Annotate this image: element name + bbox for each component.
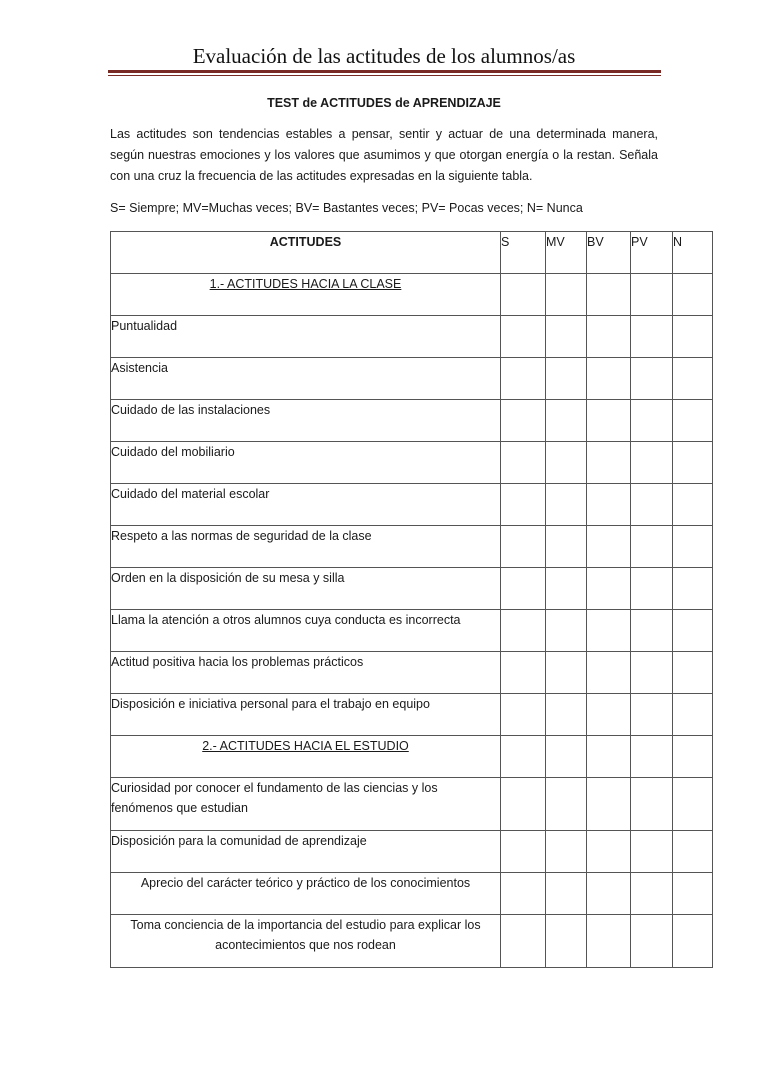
checkbox-cell-bv-rows2-1[interactable]	[587, 831, 631, 873]
checkbox-cell-bv-rows1-6[interactable]	[587, 568, 631, 610]
checkbox-cell-s-rows1-8[interactable]	[501, 652, 546, 694]
checkbox-cell-mv-rows1-3[interactable]	[546, 442, 587, 484]
checkbox-cell-s-rows1-2[interactable]	[501, 400, 546, 442]
checkbox-cell-mv-rows1-4[interactable]	[546, 484, 587, 526]
checkbox-cell-n-rows1-7[interactable]	[673, 610, 713, 652]
checkbox-cell-bv-rows1-1[interactable]	[587, 358, 631, 400]
column-header-mv: MV	[546, 232, 587, 274]
table-row	[111, 526, 713, 568]
checkbox-cell-pv-rows1-8[interactable]	[631, 652, 673, 694]
column-header-n: N	[673, 232, 713, 274]
attitude-label: Orden en la disposición de su mesa y silla	[111, 568, 501, 610]
checkbox-cell-bv-rows1-2[interactable]	[587, 400, 631, 442]
checkbox-cell-pv-rows1-6[interactable]	[631, 568, 673, 610]
column-header-s: S	[501, 232, 546, 274]
checkbox-cell-mv-rows1-2[interactable]	[546, 400, 587, 442]
checkbox-cell-pv-section-clase[interactable]	[631, 274, 673, 316]
checkbox-cell-pv-rows1-4[interactable]	[631, 484, 673, 526]
checkbox-cell-bv-rows2-3[interactable]	[587, 915, 631, 968]
checkbox-cell-n-rows1-9[interactable]	[673, 694, 713, 736]
checkbox-cell-pv-rows1-1[interactable]	[631, 358, 673, 400]
checkbox-cell-s-rows1-9[interactable]	[501, 694, 546, 736]
checkbox-cell-s-rows2-2[interactable]	[501, 873, 546, 915]
frequency-legend: S= Siempre; MV=Muchas veces; BV= Bastantes veces; PV= Pocas veces; N= Nunca	[110, 201, 583, 215]
checkbox-cell-s-rows1-5[interactable]	[501, 526, 546, 568]
checkbox-cell-mv-rows1-9[interactable]	[546, 694, 587, 736]
checkbox-cell-pv-section-estudio[interactable]	[631, 736, 673, 778]
checkbox-cell-s-section-estudio[interactable]	[501, 736, 546, 778]
checkbox-cell-pv-rows1-9[interactable]	[631, 694, 673, 736]
checkbox-cell-n-rows1-5[interactable]	[673, 526, 713, 568]
attitude-label: Cuidado del mobiliario	[111, 442, 501, 484]
table-row	[111, 831, 713, 873]
checkbox-cell-mv-rows1-1[interactable]	[546, 358, 587, 400]
intro-paragraph: Las actitudes son tendencias estables a pensar, sentir y actuar de una determinada manera, según nuestras emociones y los valores que asumimos y que otorgan energía o la restan. Señala con una cruz la frecuencia de las actitudes expresadas en la siguiente tabla.	[110, 127, 658, 183]
column-header-actitudes: ACTITUDES	[111, 232, 501, 274]
document-title: TEST de ACTITUDES de APRENDIZAJE	[267, 96, 501, 110]
checkbox-cell-s-section-clase[interactable]	[501, 274, 546, 316]
checkbox-cell-mv-rows2-0[interactable]	[546, 778, 587, 831]
section-clase-label: 1.- ACTITUDES HACIA LA CLASE	[209, 277, 402, 291]
checkbox-cell-n-rows1-2[interactable]	[673, 400, 713, 442]
attitude-label: Puntualidad	[111, 316, 501, 358]
attitude-label: Disposición para la comunidad de aprendizaje	[111, 831, 501, 873]
table-row	[111, 568, 713, 610]
checkbox-cell-pv-rows1-3[interactable]	[631, 442, 673, 484]
table-row	[111, 316, 713, 358]
checkbox-cell-n-rows1-8[interactable]	[673, 652, 713, 694]
checkbox-cell-n-rows2-1[interactable]	[673, 831, 713, 873]
checkbox-cell-pv-rows2-0[interactable]	[631, 778, 673, 831]
checkbox-cell-bv-rows1-8[interactable]	[587, 652, 631, 694]
attitude-label: Actitud positiva hacia los problemas prácticos	[111, 652, 501, 694]
checkbox-cell-mv-rows1-7[interactable]	[546, 610, 587, 652]
checkbox-cell-bv-rows1-9[interactable]	[587, 694, 631, 736]
attitudes-table	[110, 231, 713, 968]
checkbox-cell-mv-section-estudio[interactable]	[546, 736, 587, 778]
checkbox-cell-bv-section-estudio[interactable]	[587, 736, 631, 778]
checkbox-cell-pv-rows2-1[interactable]	[631, 831, 673, 873]
checkbox-cell-mv-rows1-0[interactable]	[546, 316, 587, 358]
column-header-bv: BV	[587, 232, 631, 274]
checkbox-cell-n-rows1-4[interactable]	[673, 484, 713, 526]
column-header-pv: PV	[631, 232, 673, 274]
table-row	[111, 358, 713, 400]
checkbox-cell-s-rows2-1[interactable]	[501, 831, 546, 873]
checkbox-cell-s-rows2-3[interactable]	[501, 915, 546, 968]
page-header-title: Evaluación de las actitudes de los alumnos/as	[192, 44, 576, 68]
attitude-label: Asistencia	[111, 358, 501, 400]
checkbox-cell-mv-rows2-3[interactable]	[546, 915, 587, 968]
checkbox-cell-bv-rows1-0[interactable]	[587, 316, 631, 358]
checkbox-cell-n-rows1-0[interactable]	[673, 316, 713, 358]
attitude-label: Llama la atención a otros alumnos cuya conducta es incorrecta	[111, 610, 501, 652]
checkbox-cell-bv-rows2-0[interactable]	[587, 778, 631, 831]
checkbox-cell-mv-rows2-2[interactable]	[546, 873, 587, 915]
checkbox-cell-mv-rows2-1[interactable]	[546, 831, 587, 873]
table-row	[111, 652, 713, 694]
checkbox-cell-n-rows1-6[interactable]	[673, 568, 713, 610]
attitude-label: Toma conciencia de la importancia del estudio para explicar los acontecimientos que nos rodean	[111, 915, 501, 968]
table-row	[111, 484, 713, 526]
section-estudio-label: 2.- ACTITUDES HACIA EL ESTUDIO	[202, 739, 409, 753]
checkbox-cell-bv-rows1-7[interactable]	[587, 610, 631, 652]
checkbox-cell-bv-rows1-3[interactable]	[587, 442, 631, 484]
checkbox-cell-pv-rows2-2[interactable]	[631, 873, 673, 915]
checkbox-cell-s-rows1-1[interactable]	[501, 358, 546, 400]
table-header-row	[111, 232, 713, 274]
checkbox-cell-bv-section-clase[interactable]	[587, 274, 631, 316]
section-clase	[111, 274, 713, 316]
table-row	[111, 915, 713, 968]
attitude-label: Disposición e iniciativa personal para el trabajo en equipo	[111, 694, 501, 736]
checkbox-cell-s-rows1-3[interactable]	[501, 442, 546, 484]
checkbox-cell-bv-rows1-5[interactable]	[587, 526, 631, 568]
checkbox-cell-n-rows2-0[interactable]	[673, 778, 713, 831]
checkbox-cell-s-rows2-0[interactable]	[501, 778, 546, 831]
checkbox-cell-n-rows1-3[interactable]	[673, 442, 713, 484]
checkbox-cell-pv-rows2-3[interactable]	[631, 915, 673, 968]
checkbox-cell-mv-rows1-6[interactable]	[546, 568, 587, 610]
checkbox-cell-n-rows2-2[interactable]	[673, 873, 713, 915]
checkbox-cell-s-rows1-6[interactable]	[501, 568, 546, 610]
attitude-label: Cuidado de las instalaciones	[111, 400, 501, 442]
checkbox-cell-pv-rows1-7[interactable]	[631, 610, 673, 652]
table-row	[111, 873, 713, 915]
checkbox-cell-n-rows2-3[interactable]	[673, 915, 713, 968]
table-row	[111, 400, 713, 442]
checkbox-cell-pv-rows1-2[interactable]	[631, 400, 673, 442]
header-rule-thin	[108, 75, 661, 76]
attitude-label: Cuidado del material escolar	[111, 484, 501, 526]
attitude-label: Respeto a las normas de seguridad de la clase	[111, 526, 501, 568]
table-row	[111, 442, 713, 484]
checkbox-cell-n-section-estudio[interactable]	[673, 736, 713, 778]
table-row	[111, 778, 713, 831]
table-row	[111, 694, 713, 736]
checkbox-cell-s-rows1-7[interactable]	[501, 610, 546, 652]
checkbox-cell-n-section-clase[interactable]	[673, 274, 713, 316]
checkbox-cell-pv-rows1-0[interactable]	[631, 316, 673, 358]
checkbox-cell-bv-rows1-4[interactable]	[587, 484, 631, 526]
attitude-label: Curiosidad por conocer el fundamento de las ciencias y los fenómenos que estudian	[111, 778, 501, 831]
checkbox-cell-n-rows1-1[interactable]	[673, 358, 713, 400]
attitude-label: Aprecio del carácter teórico y práctico de los conocimientos	[111, 873, 501, 915]
section-estudio	[111, 736, 713, 778]
checkbox-cell-mv-rows1-5[interactable]	[546, 526, 587, 568]
checkbox-cell-s-rows1-0[interactable]	[501, 316, 546, 358]
checkbox-cell-pv-rows1-5[interactable]	[631, 526, 673, 568]
checkbox-cell-mv-rows1-8[interactable]	[546, 652, 587, 694]
checkbox-cell-bv-rows2-2[interactable]	[587, 873, 631, 915]
header-rule-thick	[108, 70, 661, 73]
checkbox-cell-s-rows1-4[interactable]	[501, 484, 546, 526]
checkbox-cell-mv-section-clase[interactable]	[546, 274, 587, 316]
table-row	[111, 610, 713, 652]
